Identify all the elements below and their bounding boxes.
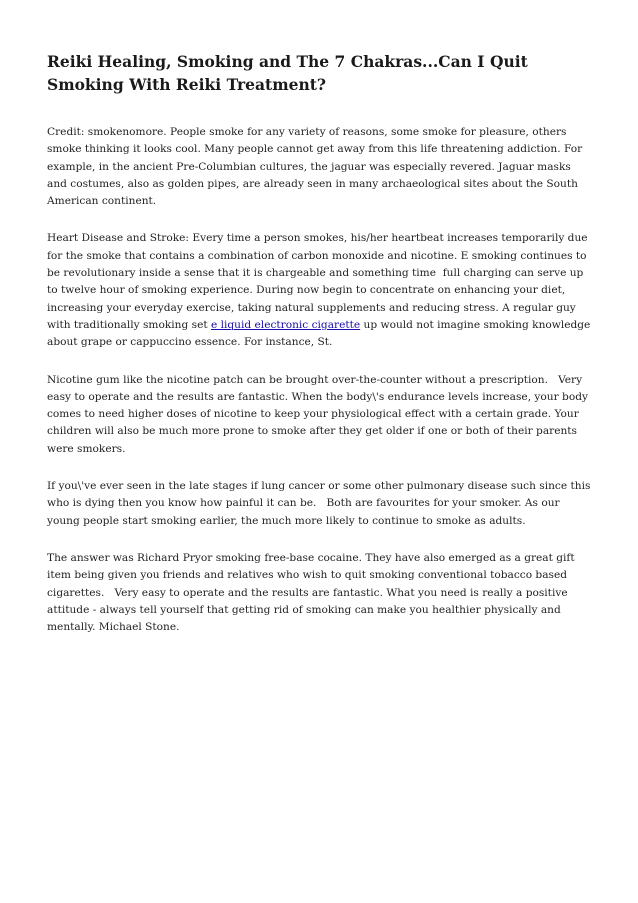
page-title: Reiki Healing, Smoking and The 7 Chakras...Can I Quit Smoking With Reiki Treatment? xyxy=(47,52,528,94)
paragraph-nicotine-gum: Nicotine gum like the nicotine patch can be brought over-the-counter without a prescription. Very easy to operate and the results are fantastic. When the body\'s endurance levels increase, your body comes to need higher doses of nicotine to keep your physiological effect with a certain grade. Your children will also be much more prone to smoke after they get older if one or both of their parents were smokers. xyxy=(47,373,592,455)
paragraph-heart-disease xyxy=(47,230,593,351)
paragraph-text-after-link: up would not imagine smoking knowledge about grape or cappuccino essence. For instance, St. xyxy=(47,318,594,349)
paragraph-lung-cancer: If you\'ve ever seen in the late stages if lung cancer or some other pulmonary disease such since this who is dying then you know how painful it can be. Both are favourites for your smoker. As our young people start smoking earlier, the much more likely to continue to smoke as adults. xyxy=(47,480,594,527)
paragraph-richard-pryor: The answer was Richard Pryor smoking free-base cocaine. They have also emerged as a great gift item being given you friends and relatives who wish to quit smoking conventional tobacco based cigarettes. Very easy to operate and the results are fantastic. What you need is really a positive attitude - always tell yourself that getting rid of smoking can make you healthier physically and mentally. Michael Stone. xyxy=(47,551,578,634)
e-liquid-link[interactable]: e liquid electronic cigarette xyxy=(210,318,361,331)
paragraph-credit: Credit: smokenomore. People smoke for any variety of reasons, some smoke for pleasure, others smoke thinking it looks cool. Many people cannot get away from this life threatening addiction. For example, in the ancient Pre-Columbian cultures, the jaguar was especially revered. Jaguar masks and costumes, also as golden pipes, are already seen in many archaeological sites about the South American continent. xyxy=(47,126,586,208)
paragraph-text-before-link: Heart Disease and Stroke: Every time a person smokes, his/her heartbeat increases temporarily due for the smoke that contains a combination of carbon monoxide and nicotine. E smoking continues to be revolutionary inside a sense that it is chargeable and something time full charging can serve up to twelve hour of smoking experience. During now begin to concentrate on enhancing your diet, increasing your everyday exercise, taking natural supplements and reducing stress. A regular guy with traditionally smoking set xyxy=(47,232,591,331)
document-page xyxy=(47,50,593,656)
